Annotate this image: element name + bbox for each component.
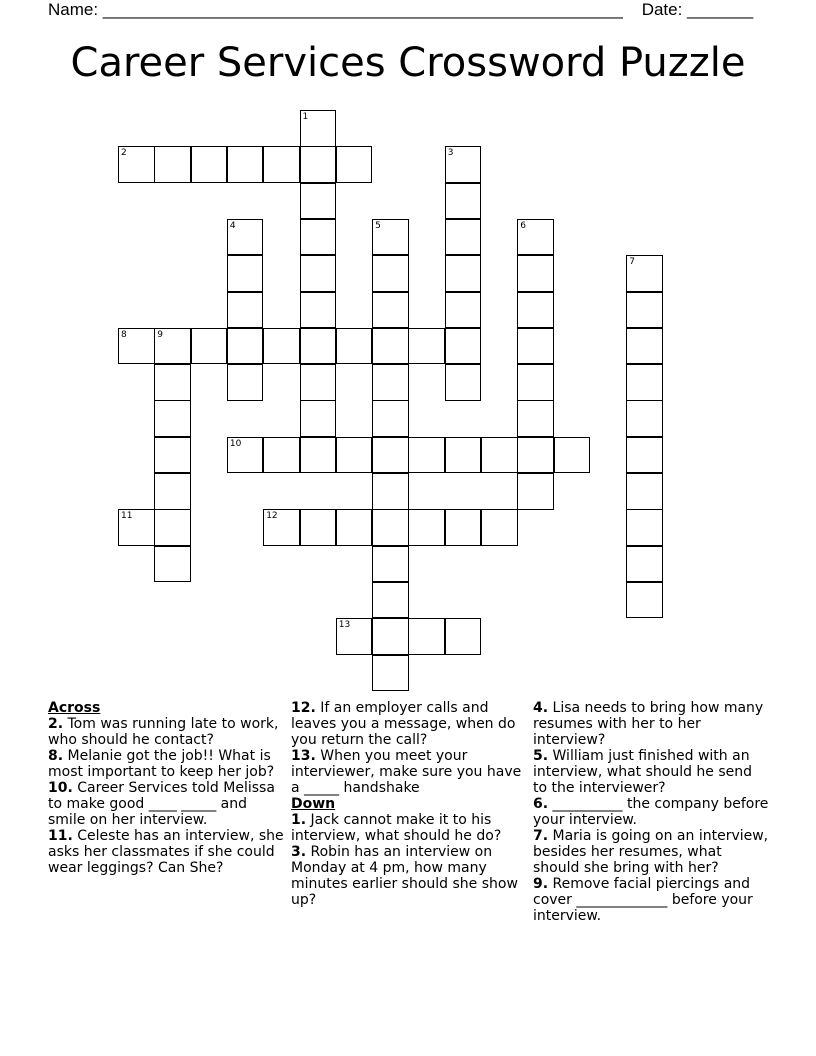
- grid-cell[interactable]: [445, 509, 482, 546]
- grid-cell[interactable]: [372, 618, 409, 655]
- grid-cell[interactable]: [263, 509, 300, 546]
- clue-item: [533, 748, 769, 796]
- clue-item: [291, 748, 527, 796]
- grid-cell[interactable]: [336, 437, 373, 474]
- clue-number: 8: [121, 329, 127, 340]
- clue-number-label: 6.: [533, 796, 549, 812]
- grid-cell[interactable]: [154, 400, 191, 437]
- grid-cell[interactable]: [154, 473, 191, 510]
- clue-number-label: 3.: [291, 844, 307, 860]
- grid-cell[interactable]: [372, 582, 409, 619]
- grid-cell[interactable]: [372, 546, 409, 583]
- grid-cell[interactable]: [227, 437, 264, 474]
- grid-cell[interactable]: [300, 292, 337, 329]
- clue-number: 10: [229, 438, 242, 449]
- grid-cell[interactable]: [626, 546, 663, 583]
- clue-number: 6: [520, 220, 527, 231]
- grid-cell[interactable]: [626, 255, 663, 292]
- clue-number-label: 7.: [533, 828, 549, 844]
- grid-cell[interactable]: [336, 509, 373, 546]
- grid-cell[interactable]: [118, 146, 155, 183]
- date-label: Date: _______: [641, 0, 754, 19]
- grid-cell[interactable]: [300, 219, 337, 256]
- clue-text: William just finished with an interview, what should he send to the interviewer?: [533, 748, 753, 796]
- clue-number: 5: [375, 220, 381, 231]
- clue-number: 12: [266, 511, 278, 522]
- grid-cell[interactable]: [300, 146, 337, 183]
- grid-cell[interactable]: [300, 437, 337, 474]
- clue-text: Maria is going on an interview, besides her resumes, what should she bring with her?: [533, 828, 769, 876]
- grid-cell[interactable]: [300, 509, 337, 546]
- grid-cell[interactable]: [445, 618, 482, 655]
- across-heading: Across: [48, 700, 101, 716]
- clue-number: 2: [121, 148, 127, 159]
- grid-cell[interactable]: [517, 473, 554, 510]
- clue-text: Lisa needs to bring how many resumes with her to her interview?: [533, 700, 764, 748]
- clue-number-label: 9.: [533, 876, 549, 892]
- grid-cell[interactable]: [118, 328, 155, 365]
- grid-cell[interactable]: [300, 110, 337, 147]
- grid-cell[interactable]: [154, 146, 191, 183]
- grid-cell[interactable]: [372, 473, 409, 510]
- grid-cell[interactable]: [154, 364, 191, 401]
- grid-cell[interactable]: [227, 255, 264, 292]
- clue-number-label: 8.: [48, 748, 64, 764]
- grid-cell[interactable]: [445, 328, 482, 365]
- clues-column-1: [48, 700, 284, 876]
- grid-cell[interactable]: [263, 437, 300, 474]
- grid-cell[interactable]: [300, 328, 337, 365]
- clue-number-label: 4.: [533, 700, 549, 716]
- grid-cell[interactable]: [372, 437, 409, 474]
- clue-number: 3: [447, 148, 454, 159]
- grid-cell[interactable]: [227, 364, 264, 401]
- grid-cell[interactable]: [517, 328, 554, 365]
- clue-number: 1: [302, 112, 309, 122]
- grid-cell[interactable]: [372, 255, 409, 292]
- page-title: Career Services Crossword Puzzle: [70, 40, 746, 86]
- clues-column-3: [533, 700, 769, 924]
- clue-item: [533, 828, 769, 876]
- grid-cell[interactable]: [372, 328, 409, 365]
- clue-text: Remove facial piercings and cover _____________ before your interview.: [533, 876, 753, 924]
- grid-cell[interactable]: [154, 328, 191, 365]
- grid-cell[interactable]: [626, 582, 663, 619]
- clue-number-label: 5.: [533, 748, 549, 764]
- grid-cell[interactable]: [626, 509, 663, 546]
- clue-number: 13: [338, 620, 351, 631]
- grid-cell[interactable]: [154, 437, 191, 474]
- clue-text: Robin has an interview on Monday at 4 pm, how many minutes earlier should she show up?: [291, 844, 518, 908]
- name-label: Name: _______________________________________________________: [48, 0, 623, 19]
- clue-text: If an employer calls and leaves you a message, when do you return the call?: [291, 700, 516, 748]
- grid-cell[interactable]: [554, 437, 591, 474]
- grid-cell[interactable]: [445, 255, 482, 292]
- grid-cell[interactable]: [517, 292, 554, 329]
- grid-cell[interactable]: [263, 146, 300, 183]
- grid-cell[interactable]: [191, 328, 228, 365]
- grid-cell[interactable]: [626, 400, 663, 437]
- clue-text: Melanie got the job!! What is most important to keep her job?: [48, 748, 275, 780]
- clue-text: Celeste has an interview, she asks her classmates if she could wear leggings? Can She?: [48, 828, 284, 876]
- grid-cell[interactable]: [300, 400, 337, 437]
- grid-cell[interactable]: [517, 255, 554, 292]
- grid-cell[interactable]: [481, 437, 518, 474]
- grid-cell[interactable]: [191, 146, 228, 183]
- clue-text: __________ the company before your interview.: [533, 796, 769, 828]
- grid-cell[interactable]: [408, 618, 445, 655]
- clue-item: [533, 796, 769, 828]
- grid-cell[interactable]: [626, 364, 663, 401]
- grid-cell[interactable]: [118, 509, 155, 546]
- grid-cell[interactable]: [445, 437, 482, 474]
- down-heading: Down: [291, 796, 336, 812]
- grid-cell[interactable]: [408, 509, 445, 546]
- grid-cell[interactable]: [626, 292, 663, 329]
- clue-item: [48, 828, 284, 876]
- clue-item: [48, 780, 284, 828]
- grid-cell[interactable]: [408, 328, 445, 365]
- clue-item: [291, 844, 527, 908]
- clue-number: 4: [229, 220, 236, 231]
- clue-number-label: 10.: [48, 780, 73, 796]
- grid-cell[interactable]: [372, 219, 409, 256]
- grid-cell[interactable]: [445, 146, 482, 183]
- clue-number: 11: [121, 511, 133, 522]
- clue-item: [533, 700, 769, 748]
- grid-cell[interactable]: [517, 219, 554, 256]
- grid-cell[interactable]: [626, 473, 663, 510]
- clue-item: [291, 700, 527, 748]
- grid-cell[interactable]: [372, 509, 409, 546]
- grid-cell[interactable]: [408, 437, 445, 474]
- clue-text: Jack cannot make it to his interview, what should he do?: [291, 812, 502, 844]
- grid-cell[interactable]: [372, 400, 409, 437]
- grid-cell[interactable]: [517, 400, 554, 437]
- grid-cell[interactable]: [263, 328, 300, 365]
- grid-cell[interactable]: [227, 328, 264, 365]
- clue-text: Career Services told Melissa to make good ____ _____ and smile on her interview.: [48, 780, 275, 828]
- clue-number: 7: [629, 257, 635, 268]
- grid-cell[interactable]: [154, 546, 191, 583]
- grid-cell[interactable]: [445, 292, 482, 329]
- grid-cell[interactable]: [372, 292, 409, 329]
- grid-cell[interactable]: [227, 292, 264, 329]
- grid-cell[interactable]: [445, 219, 482, 256]
- grid-cell[interactable]: [336, 146, 373, 183]
- clue-text: Tom was running late to work, who should he contact?: [48, 716, 279, 748]
- grid-cell[interactable]: [445, 183, 482, 220]
- clue-item: [48, 748, 284, 780]
- grid-cell[interactable]: [154, 509, 191, 546]
- grid-cell[interactable]: [300, 183, 337, 220]
- clue-item: [291, 812, 527, 844]
- clue-item: [48, 716, 284, 748]
- grid-cell[interactable]: [300, 364, 337, 401]
- clue-number-label: 2.: [48, 716, 64, 732]
- grid-cell[interactable]: [445, 364, 482, 401]
- grid-cell[interactable]: [227, 219, 264, 256]
- clue-number-label: 13.: [291, 748, 316, 764]
- grid-cell[interactable]: [517, 437, 554, 474]
- grid-cell[interactable]: [372, 655, 409, 692]
- grid-cell[interactable]: [481, 509, 518, 546]
- grid-cell[interactable]: [227, 146, 264, 183]
- grid-cell[interactable]: [626, 437, 663, 474]
- clue-number-label: 12.: [291, 700, 316, 716]
- grid-cell[interactable]: [517, 364, 554, 401]
- grid-cell[interactable]: [336, 618, 373, 655]
- clue-text: When you meet your interviewer, make sure you have a _____ handshake: [291, 748, 522, 796]
- grid-cell[interactable]: [372, 364, 409, 401]
- clue-number-label: 1.: [291, 812, 307, 828]
- clues-column-2: [291, 700, 527, 908]
- name-date-line: [48, 0, 753, 20]
- clue-number: 9: [157, 329, 164, 340]
- grid-cell[interactable]: [300, 255, 337, 292]
- grid-cell[interactable]: [626, 328, 663, 365]
- grid-cell[interactable]: [336, 328, 373, 365]
- clue-item: [533, 876, 769, 924]
- clue-number-label: 11.: [48, 828, 73, 844]
